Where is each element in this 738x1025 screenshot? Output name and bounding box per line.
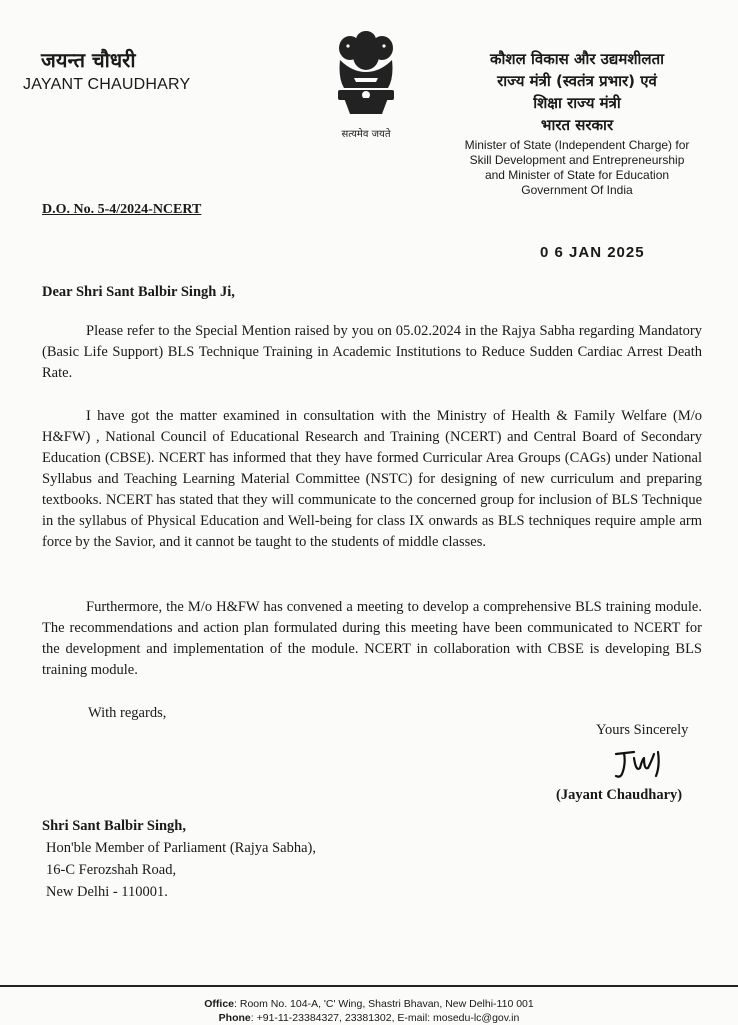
do-number: D.O. No. 5-4/2024-NCERT xyxy=(42,202,202,217)
title-hindi-line: शिक्षा राज्य मंत्री xyxy=(533,94,621,112)
letter-date: 0 6 JAN 2025 xyxy=(540,244,645,261)
minister-name-english: JAYANT CHAUDHARY xyxy=(23,76,191,93)
addressee-line: 16-C Ferozshah Road, xyxy=(46,862,177,878)
footer-divider xyxy=(0,985,738,987)
emblem-motto: सत्यमेव जयते xyxy=(341,129,391,140)
title-english-line: Government Of India xyxy=(521,183,633,197)
footer-office-line xyxy=(0,997,738,1011)
title-hindi-line: भारत सरकार xyxy=(540,116,614,134)
closing-regards: With regards, xyxy=(88,705,167,721)
office-address: : Room No. 104-A, 'C' Wing, Shastri Bhavan, New Delhi-110 001 xyxy=(234,998,534,1010)
title-english-line: Skill Development and Entrepreneurship xyxy=(469,153,685,167)
salutation: Dear Shri Sant Balbir Singh Ji, xyxy=(42,284,235,300)
title-english-line: Minister of State (Independent Charge) for xyxy=(464,138,690,152)
addressee-line: Shri Sant Balbir Singh, xyxy=(42,818,186,834)
footer xyxy=(0,997,738,1025)
minister-name-hindi: जयन्त चौधरी xyxy=(41,48,136,72)
handwritten-signature-icon xyxy=(612,746,668,780)
phone-email: : +91-11-23384327, 23381302, E-mail: mosedu-lc@gov.in xyxy=(250,1012,520,1024)
body-paragraph: I have got the matter examined in consultation with the Ministry of Health & Family Welfare (M/o H&FW) , National Council of Educational Research and Training (NCERT) and Central Board of Secondary Education (CBSE). NCERT has informed that they have formed Curricular Area Groups (CAGs) under National Syllabus and Teaching Learning Material Committee (NSTC) for designing of new curriculum and preparing textbooks. NCERT has stated that they will communicate to the concerned group for inclusion of BLS Technique in the syllabus of Physical Education and Well-being for class IX onwards as BLS techniques require ample arm force by the Savior, and it cannot be taught to the students of middle classes. xyxy=(42,408,702,550)
signatory-name: (Jayant Chaudhary) xyxy=(556,787,683,803)
phone-label: Phone xyxy=(218,1012,251,1024)
title-hindi-line: राज्य मंत्री (स्वतंत्र प्रभार) एवं xyxy=(497,72,657,90)
body-paragraph: Furthermore, the M/o H&FW has convened a meeting to develop a comprehensive BLS training module. The recommendations and action plan formulated during this meeting have been communicated to NCERT for the development and implementation of the module. NCERT in collaboration with CBSE is developing BLS training module. xyxy=(42,599,702,678)
addressee-block xyxy=(42,815,316,903)
title-hindi-line: कौशल विकास और उद्यमशीलता xyxy=(489,50,665,68)
office-label: Office xyxy=(204,998,235,1010)
minister-title-block xyxy=(452,48,702,198)
addressee-line: New Delhi - 110001. xyxy=(46,884,168,900)
title-english-line: and Minister of State for Education xyxy=(484,168,670,182)
state-emblem-icon xyxy=(330,26,402,138)
footer-phone-line xyxy=(0,1011,738,1025)
body-paragraph: Please refer to the Special Mention raised by you on 05.02.2024 in the Rajya Sabha regarding Mandatory (Basic Life Support) BLS Technique Training in Academic Institutions to Reduce Sudden Cardiac Arrest Death Rate. xyxy=(42,323,702,381)
addressee-line: Hon'ble Member of Parliament (Rajya Sabha), xyxy=(46,840,316,856)
yours-sincerely: Yours Sincerely xyxy=(596,722,689,738)
